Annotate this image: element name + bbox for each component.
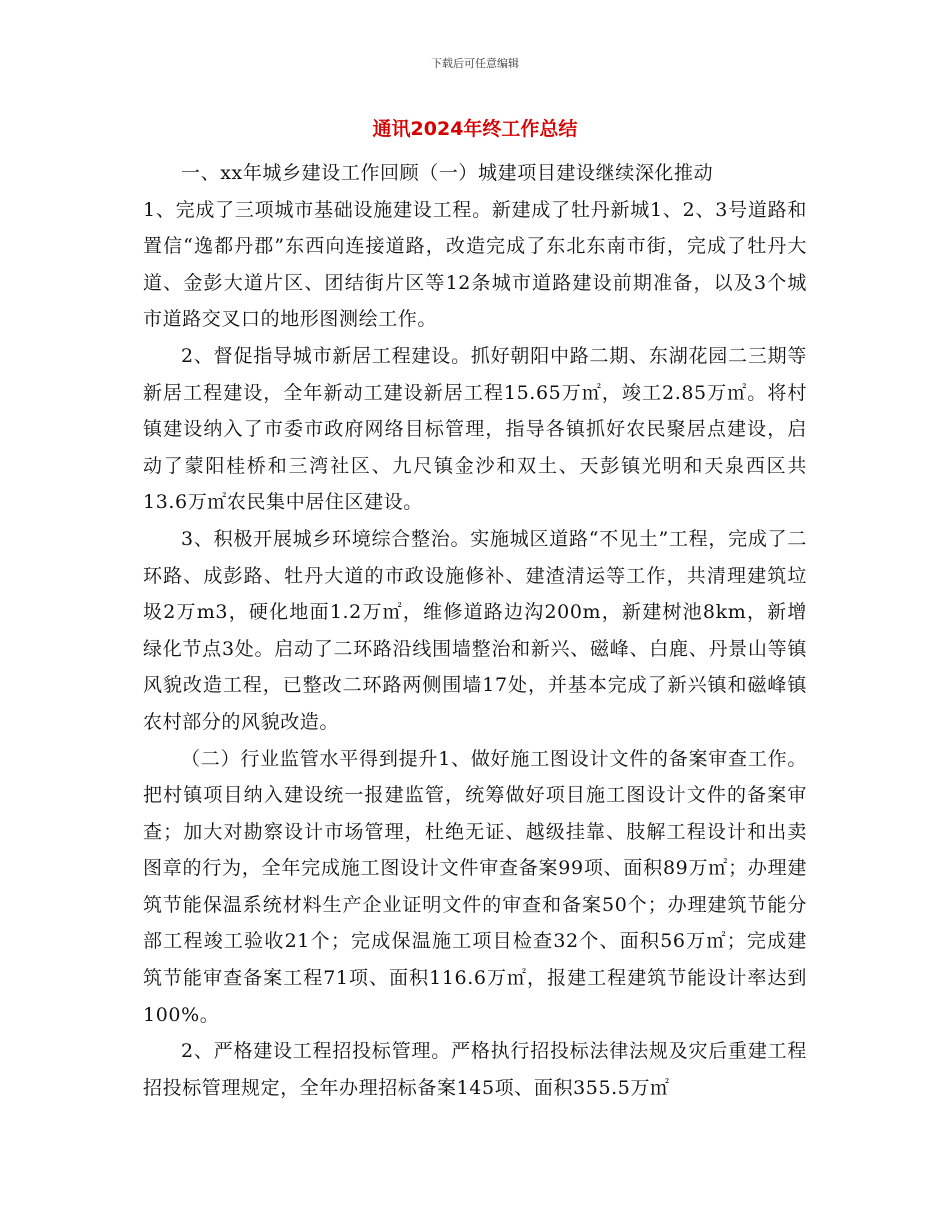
paragraph-item-2: 2、督促指导城市新居工程建设。抓好朝阳中路二期、东湖花园二三期等新居工程建设，全年新动工建设新居工程15.65万㎡，竣工2.85万㎡。将村镇建设纳入了市委市政府网络目标管理，指导各镇抓好农民聚居点建设，启动了蒙阳桂桥和三湾社区、九尺镇金沙和双土、天彭镇光明和天泉西区共13.6万㎡农民集中居住区建设。 xyxy=(143,344,807,514)
header-note: 下载后可任意编辑 xyxy=(431,57,519,70)
paragraph-item-3: 3、积极开展城乡环境综合整治。实施城区道路“不见土”工程，完成了二环路、成彭路、牡丹大道的市政设施修补、建渣清运等工作，共清理建筑垃圾2万m3，硬化地面1.2万㎡，维修道路边沟200m，新建树池8km，新增绿化节点3处。启动了二环路沿线围墙整治和新兴、磁峰、白鹿、丹景山等镇风貌改造工程，已整改二环路两侧围墙17处，并基本完成了新兴镇和磁峰镇农村部分的风貌改造。 xyxy=(143,527,807,733)
paragraph-section-2: （二）行业监管水平得到提升1、做好施工图设计文件的备案审查工作。把村镇项目纳入建设统一报建监管，统筹做好项目施工图设计文件的备案审查；加大对勘察设计市场管理，杜绝无证、越级挂靠、肢解工程设计和出卖图章的行为，全年完成施工图设计文件审查备案99项、面积89万㎡；办理建筑节能保温系统材料生产企业证明文件的审查和备案50个；办理建筑节能分部工程竣工验收21个；完成保温施工项目检查32个、面积56万㎡；完成建筑节能审查备案工程71项、面积116.6万㎡，报建工程建筑节能设计率达到100%。 xyxy=(143,747,807,1026)
paragraph-item-2-2: 2、严格建设工程招投标管理。严格执行招投标法律法规及灾后重建工程招投标管理规定，全年办理招标备案145项、面积355.5万㎡ xyxy=(143,1040,807,1099)
paragraph-section-heading: 一、xx年城乡建设工作回顾（一）城建项目建设继续深化推动 xyxy=(181,162,714,184)
document-body xyxy=(143,155,807,1106)
paragraph-item-1: 1、完成了三项城市基础设施建设工程。新建成了牡丹新城1、2、3号道路和置信“逸都丹郡”东西向连接道路，改造完成了东北东南市街，完成了牡丹大道、金彭大道片区、团结街片区等12条城市道路建设前期准备，以及3个城市道路交叉口的地形图测绘工作。 xyxy=(143,198,807,331)
document-title: 通讯2024年终工作总结 xyxy=(372,118,578,140)
